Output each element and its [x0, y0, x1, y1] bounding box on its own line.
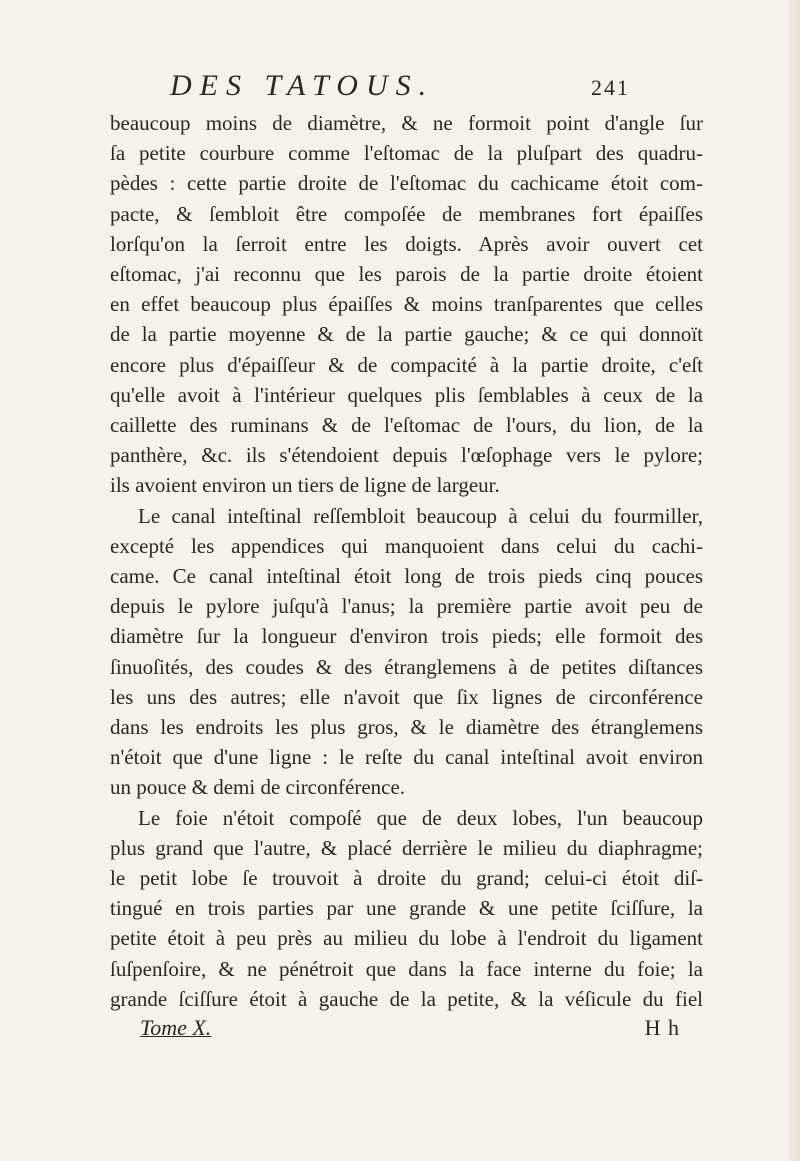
signature-mark: H h [644, 1015, 680, 1040]
text-line: en effet beaucoup plus épaiſſes & moins tranſparentes que celles [110, 292, 703, 317]
text-line: ſuſpenſoire, & ne pénétroit que dans la face interne du foie; la [110, 956, 703, 981]
text-line: came. Ce canal inteſtinal étoit long de trois pieds cinq pouces [110, 564, 703, 588]
text-line: n'étoit que d'une ligne : le reſte du canal inteſtinal avoit environ [110, 745, 703, 770]
text-line: les uns des autres; elle n'avoit que ſix lignes de circonférence [110, 684, 703, 709]
page-footer [140, 1012, 680, 1044]
text-line: eſtomac, j'ai reconnu que les parois de la partie droite étoient [110, 262, 703, 286]
text-line: de la partie moyenne & de la partie gauche; & ce qui donnoït [110, 322, 703, 347]
text-line: qu'elle avoit à l'intérieur quelques plis ſemblables à ceux de la [110, 382, 703, 407]
text-line: diamètre ſur la longueur d'environ trois pieds; elle formoit des [110, 624, 703, 649]
text-line: ſa petite courbure comme l'eſtomac de la pluſpart des quadru- [110, 141, 703, 166]
text-line: pèdes : cette partie droite de l'eſtomac du cachicame étoit com- [110, 171, 703, 196]
page-header [170, 68, 630, 104]
running-title: DES TATOUS. [170, 69, 435, 102]
volume-label: Tome X. [140, 1015, 212, 1040]
text-line: excepté les appendices qui manquoient dans celui du cachi- [110, 533, 703, 558]
text-line: Le canal inteſtinal reſſembloit beaucoup à celui du fourmiller, [138, 503, 703, 528]
text-line: ils avoient environ un tiers de ligne de largeur. [110, 473, 500, 498]
text-line: un pouce & demi de circonférence. [110, 775, 406, 800]
text-line: plus grand que l'autre, & placé derrière le milieu du diaphragme; [110, 835, 703, 860]
page-edge [788, 0, 800, 1161]
text-line: caillette des ruminans & de l'eſtomac de l'ours, du lion, de la [110, 413, 703, 437]
text-line: panthère, &c. ils s'étendoient depuis l'œſophage vers le pylore; [110, 443, 703, 468]
text-line: depuis le pylore juſqu'à l'anus; la première partie avoit peu de [110, 594, 703, 619]
text-line: petite étoit à peu près au milieu du lobe à l'endroit du ligament [110, 926, 703, 951]
page-number: 241 [591, 75, 630, 100]
text-line: le petit lobe ſe trouvoit à droite du grand; celui-ci étoit diſ- [110, 866, 703, 890]
text-line: lorſqu'on la ſerroit entre les doigts. Après avoir ouvert cet [110, 231, 703, 256]
text-line: dans les endroits les plus gros, & le diamètre des étranglemens [110, 715, 703, 739]
text-line: grande ſciſſure étoit à gauche de la petite, & la véſicule du fiel [110, 986, 703, 1011]
text-line: beaucoup moins de diamètre, & ne formoit point d'angle ſur [110, 111, 703, 135]
text-line: ſinuoſités, des coudes & des étranglemens à de petites diſtances [110, 654, 703, 679]
text-line: tingué en trois parties par une grande & une petite ſciſſure, la [110, 896, 703, 921]
text-line: Le foie n'étoit compoſé que de deux lobes, l'un beaucoup [138, 805, 703, 830]
text-line: pacte, & ſembloit être compoſée de membranes fort épaiſſes [110, 201, 703, 226]
text-line: encore plus d'épaiſſeur & de compacité à la partie droite, c'eſt [110, 352, 703, 377]
